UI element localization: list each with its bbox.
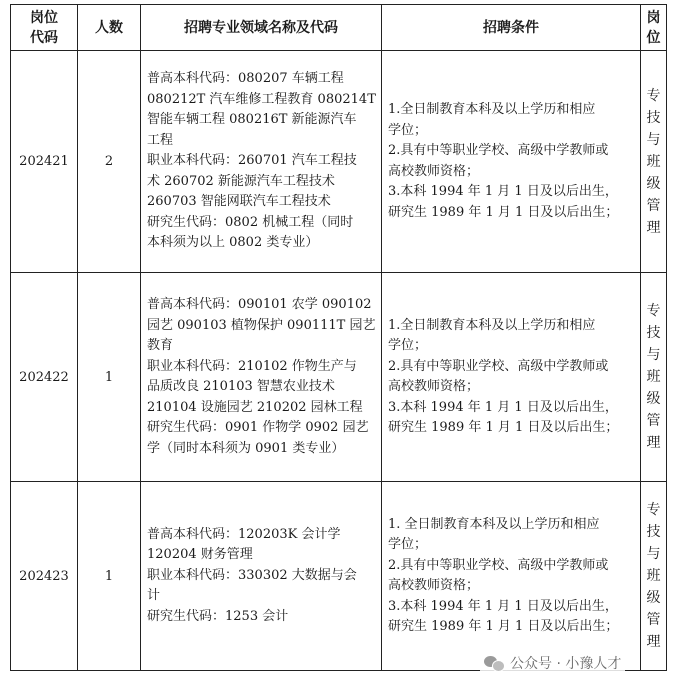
- cell-post-code: 202421: [11, 51, 78, 273]
- major-line: 园艺 090103 植物保护 090111T 园艺: [147, 317, 376, 333]
- major-line: 本科须为以上 0802 类专业）: [147, 235, 319, 251]
- cell-major: [141, 273, 382, 482]
- condition-line: 学位；: [388, 537, 428, 552]
- major-line: 普高本科代码：090101 农学 090102: [147, 297, 372, 312]
- major-line: 品质改良 210103 智慧农业技术: [147, 379, 335, 394]
- cell-conditions: [382, 482, 641, 671]
- major-line: 研究生代码：1253 会计: [147, 608, 289, 624]
- header-count: 人数: [78, 5, 141, 51]
- cell-post: [641, 482, 667, 671]
- recruitment-table: [10, 4, 667, 671]
- cell-major: [141, 51, 382, 273]
- major-line: 智能车辆工程 080216T 新能源汽车: [147, 112, 357, 128]
- condition-line: 学位；: [388, 338, 428, 353]
- major-line: 研究生代码：0901 作物学 0902 园艺: [147, 420, 369, 435]
- major-line: 学（同时本科须为 0901 类专业）: [147, 440, 345, 456]
- condition-line: 高校教师资格；: [388, 163, 480, 179]
- post-text: 专技与班级管理: [646, 502, 661, 650]
- watermark: [480, 653, 625, 673]
- cell-conditions: [382, 51, 641, 273]
- condition-line: 3.本科 1994 年 1 月 1 日及以后出生，: [388, 598, 618, 614]
- header-conditions: 招聘条件: [382, 5, 641, 51]
- wechat-icon: [484, 655, 504, 671]
- condition-line: 研究生 1989 年 1 月 1 日及以后出生；: [388, 619, 619, 634]
- cell-post-code: 202422: [11, 273, 78, 482]
- major-line: 职业本科代码：260701 汽车工程技: [147, 153, 357, 169]
- header-post: 岗位: [641, 5, 667, 51]
- condition-line: 1. 全日制教育本科及以上学历和相应: [388, 516, 600, 532]
- cell-post-code: 202423: [11, 482, 78, 671]
- table-row: [11, 51, 667, 273]
- condition-line: 1.全日制教育本科及以上学历和相应: [388, 102, 596, 117]
- cell-count: 1: [78, 273, 141, 482]
- condition-line: 2.具有中等职业学校、高级中学教师或: [388, 557, 609, 573]
- major-line: 普高本科代码：080207 车辆工程: [147, 71, 344, 87]
- condition-line: 1.全日制教育本科及以上学历和相应: [388, 317, 596, 333]
- condition-line: 高校教师资格；: [388, 379, 480, 394]
- condition-line: 研究生 1989 年 1 月 1 日及以后出生；: [388, 204, 619, 220]
- table-row: [11, 273, 667, 482]
- cell-count: 2: [78, 51, 141, 273]
- cell-major: [141, 482, 382, 671]
- major-line: 普高本科代码：120203K 会计学: [147, 526, 341, 542]
- condition-line: 2.具有中等职业学校、高级中学教师或: [388, 358, 609, 374]
- major-line: 研究生代码：0802 机械工程（同时: [147, 214, 354, 230]
- cell-post: [641, 51, 667, 273]
- header-row: [11, 5, 667, 51]
- header-major: 招聘专业领域名称及代码: [141, 5, 382, 51]
- condition-line: 3.本科 1994 年 1 月 1 日及以后出生，: [388, 399, 618, 415]
- major-line: 术 260702 新能源汽车工程技术: [147, 173, 335, 189]
- condition-line: 学位；: [388, 122, 428, 138]
- major-line: 120204 财务管理: [147, 547, 253, 563]
- major-line: 080212T 汽车维修工程教育 080214T: [147, 91, 376, 107]
- major-line: 计: [147, 588, 161, 604]
- major-line: 教育: [147, 338, 174, 353]
- condition-line: 3.本科 1994 年 1 月 1 日及以后出生，: [388, 184, 618, 199]
- header-post-code: 岗位代码: [11, 5, 78, 51]
- major-line: 260703 智能网联汽车工程技术: [147, 194, 331, 210]
- condition-line: 研究生 1989 年 1 月 1 日及以后出生；: [388, 420, 619, 435]
- condition-line: 2.具有中等职业学校、高级中学教师或: [388, 143, 609, 158]
- cell-count: 1: [78, 482, 141, 671]
- watermark-text: 公众号 · 小豫人才: [510, 656, 622, 672]
- major-line: 210104 设施园艺 210202 园林工程: [147, 399, 363, 415]
- post-text: 专技与班级管理: [646, 87, 661, 236]
- cell-post: [641, 273, 667, 482]
- post-text: 专技与班级管理: [646, 303, 661, 451]
- condition-line: 高校教师资格；: [388, 578, 480, 593]
- table-row: [11, 482, 667, 671]
- major-line: 职业本科代码：210102 作物生产与: [147, 358, 357, 374]
- cell-conditions: [382, 273, 641, 482]
- major-line: 工程: [147, 132, 174, 148]
- major-line: 职业本科代码：330302 大数据与会: [147, 567, 357, 583]
